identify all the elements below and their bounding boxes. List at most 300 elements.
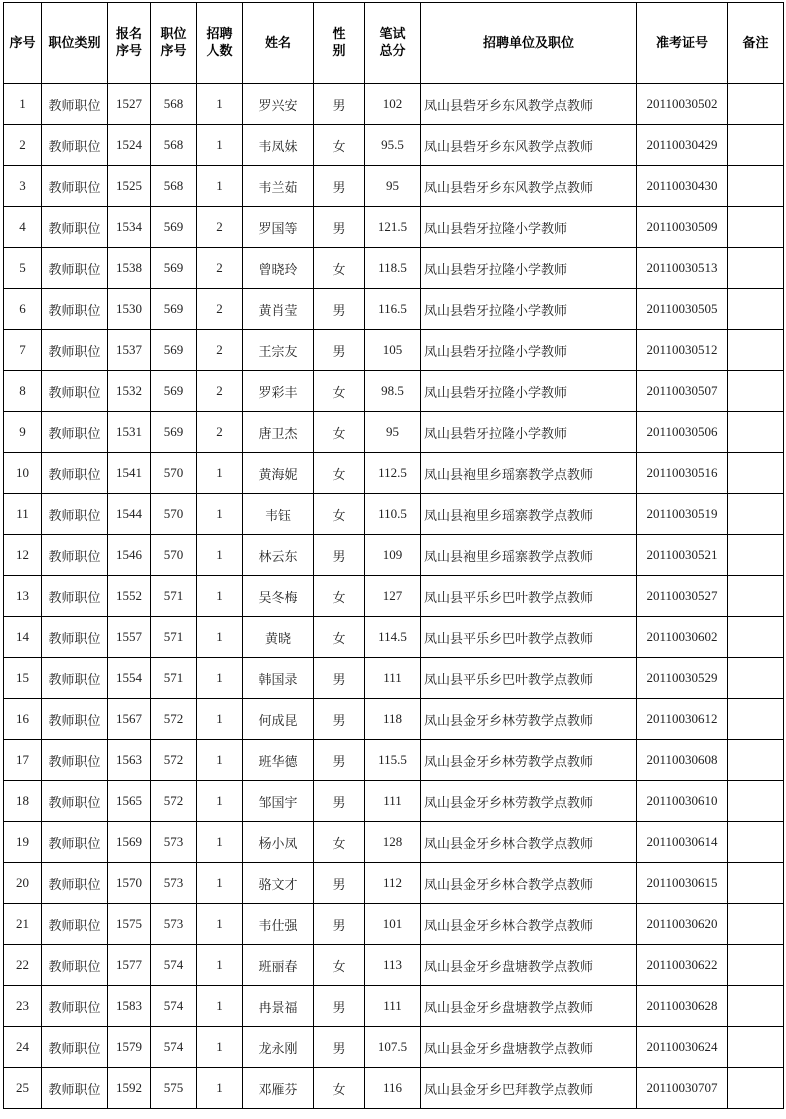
table-row xyxy=(4,84,784,125)
cell-unit: 凤山县金牙乡盘塘教学点教师 xyxy=(421,986,637,1027)
cell-exam-id: 20110030516 xyxy=(637,453,728,494)
cell-pos-no: 568 xyxy=(151,125,197,166)
cell-gender: 男 xyxy=(314,207,365,248)
cell-reg-no: 1531 xyxy=(108,412,151,453)
cell-remark xyxy=(728,494,784,535)
cell-pos-no: 573 xyxy=(151,863,197,904)
cell-no: 17 xyxy=(4,740,42,781)
cell-no: 21 xyxy=(4,904,42,945)
table-row xyxy=(4,1027,784,1068)
cell-pos-no: 569 xyxy=(151,248,197,289)
cell-pos-no: 573 xyxy=(151,904,197,945)
cell-reg-no: 1577 xyxy=(108,945,151,986)
cell-pos-no: 571 xyxy=(151,617,197,658)
cell-gender: 女 xyxy=(314,125,365,166)
cell-pos-no: 572 xyxy=(151,781,197,822)
cell-no: 4 xyxy=(4,207,42,248)
cell-unit: 凤山县砦牙拉隆小学教师 xyxy=(421,207,637,248)
cell-exam-id: 20110030622 xyxy=(637,945,728,986)
col-header-gender xyxy=(314,3,365,84)
cell-score: 95 xyxy=(365,166,421,207)
cell-quota: 1 xyxy=(197,535,243,576)
header-row xyxy=(4,3,784,84)
cell-reg-no: 1563 xyxy=(108,740,151,781)
cell-reg-no: 1575 xyxy=(108,904,151,945)
cell-exam-id: 20110030615 xyxy=(637,863,728,904)
cell-score: 101 xyxy=(365,904,421,945)
cell-unit: 凤山县金牙乡巴拜教学点教师 xyxy=(421,1068,637,1109)
cell-score: 105 xyxy=(365,330,421,371)
col-header-score xyxy=(365,3,421,84)
cell-name: 骆文才 xyxy=(243,863,314,904)
cell-reg-no: 1537 xyxy=(108,330,151,371)
table-row xyxy=(4,822,784,863)
cell-name: 曾晓玲 xyxy=(243,248,314,289)
cell-score: 115.5 xyxy=(365,740,421,781)
cell-quota: 1 xyxy=(197,576,243,617)
cell-category: 教师职位 xyxy=(42,1027,108,1068)
table-row xyxy=(4,699,784,740)
table-row xyxy=(4,494,784,535)
header-label-line: 人数 xyxy=(206,44,233,59)
cell-quota: 1 xyxy=(197,986,243,1027)
cell-score: 107.5 xyxy=(365,1027,421,1068)
cell-name: 邓雁芬 xyxy=(243,1068,314,1109)
cell-no: 13 xyxy=(4,576,42,617)
cell-score: 127 xyxy=(365,576,421,617)
cell-unit: 凤山县金牙乡林合教学点教师 xyxy=(421,822,637,863)
table-row xyxy=(4,617,784,658)
col-header-no xyxy=(4,3,42,84)
cell-remark xyxy=(728,1068,784,1109)
cell-category: 教师职位 xyxy=(42,371,108,412)
cell-unit: 凤山县平乐乡巴叶教学点教师 xyxy=(421,658,637,699)
cell-category: 教师职位 xyxy=(42,740,108,781)
cell-reg-no: 1557 xyxy=(108,617,151,658)
cell-pos-no: 568 xyxy=(151,166,197,207)
cell-reg-no: 1570 xyxy=(108,863,151,904)
table-row xyxy=(4,1068,784,1109)
cell-quota: 1 xyxy=(197,1068,243,1109)
header-label-line: 准考证号 xyxy=(655,35,708,51)
header-label-line: 性 xyxy=(332,27,346,42)
cell-remark xyxy=(728,412,784,453)
cell-category: 教师职位 xyxy=(42,617,108,658)
cell-gender: 女 xyxy=(314,1068,365,1109)
cell-gender: 女 xyxy=(314,576,365,617)
cell-category: 教师职位 xyxy=(42,699,108,740)
cell-unit: 凤山县平乐乡巴叶教学点教师 xyxy=(421,576,637,617)
cell-reg-no: 1541 xyxy=(108,453,151,494)
header-label-line: 备注 xyxy=(742,35,769,51)
cell-reg-no: 1532 xyxy=(108,371,151,412)
cell-gender: 女 xyxy=(314,822,365,863)
cell-quota: 1 xyxy=(197,617,243,658)
col-header-quota xyxy=(197,3,243,84)
cell-reg-no: 1538 xyxy=(108,248,151,289)
cell-exam-id: 20110030707 xyxy=(637,1068,728,1109)
table-row xyxy=(4,904,784,945)
cell-category: 教师职位 xyxy=(42,289,108,330)
header-label-line: 报名 xyxy=(115,27,142,42)
cell-quota: 2 xyxy=(197,412,243,453)
cell-category: 教师职位 xyxy=(42,658,108,699)
cell-name: 韦仕强 xyxy=(243,904,314,945)
cell-exam-id: 20110030429 xyxy=(637,125,728,166)
cell-pos-no: 569 xyxy=(151,371,197,412)
cell-category: 教师职位 xyxy=(42,166,108,207)
cell-score: 95.5 xyxy=(365,125,421,166)
col-header-pos-no xyxy=(151,3,197,84)
cell-remark xyxy=(728,535,784,576)
header-label-line: 招聘 xyxy=(206,27,233,42)
cell-name: 杨小凤 xyxy=(243,822,314,863)
cell-name: 韦兰茹 xyxy=(243,166,314,207)
cell-gender: 女 xyxy=(314,494,365,535)
cell-score: 98.5 xyxy=(365,371,421,412)
cell-no: 14 xyxy=(4,617,42,658)
cell-reg-no: 1583 xyxy=(108,986,151,1027)
cell-exam-id: 20110030527 xyxy=(637,576,728,617)
cell-gender: 男 xyxy=(314,740,365,781)
table-row xyxy=(4,576,784,617)
cell-unit: 凤山县金牙乡林劳教学点教师 xyxy=(421,699,637,740)
header-label-line: 职位 xyxy=(160,27,187,42)
cell-pos-no: 574 xyxy=(151,945,197,986)
cell-gender: 男 xyxy=(314,904,365,945)
cell-unit: 凤山县砦牙拉隆小学教师 xyxy=(421,248,637,289)
cell-quota: 1 xyxy=(197,1027,243,1068)
cell-name: 黄晓 xyxy=(243,617,314,658)
cell-pos-no: 570 xyxy=(151,453,197,494)
cell-quota: 1 xyxy=(197,904,243,945)
cell-pos-no: 573 xyxy=(151,822,197,863)
results-sheet xyxy=(3,2,784,1109)
cell-remark xyxy=(728,617,784,658)
table-row xyxy=(4,863,784,904)
header-label-line: 序号 xyxy=(9,35,36,51)
cell-score: 112 xyxy=(365,863,421,904)
table-body xyxy=(4,84,784,1109)
cell-category: 教师职位 xyxy=(42,494,108,535)
cell-unit: 凤山县砦牙乡东风教学点教师 xyxy=(421,84,637,125)
cell-no: 23 xyxy=(4,986,42,1027)
cell-gender: 男 xyxy=(314,986,365,1027)
cell-no: 24 xyxy=(4,1027,42,1068)
cell-unit: 凤山县砦牙拉隆小学教师 xyxy=(421,371,637,412)
cell-name: 班丽春 xyxy=(243,945,314,986)
cell-name: 罗兴安 xyxy=(243,84,314,125)
cell-pos-no: 569 xyxy=(151,207,197,248)
cell-exam-id: 20110030612 xyxy=(637,699,728,740)
cell-reg-no: 1534 xyxy=(108,207,151,248)
cell-quota: 1 xyxy=(197,494,243,535)
cell-remark xyxy=(728,166,784,207)
cell-quota: 1 xyxy=(197,822,243,863)
cell-name: 王宗友 xyxy=(243,330,314,371)
cell-gender: 男 xyxy=(314,781,365,822)
cell-category: 教师职位 xyxy=(42,412,108,453)
cell-remark xyxy=(728,945,784,986)
cell-unit: 凤山县砦牙拉隆小学教师 xyxy=(421,289,637,330)
cell-score: 111 xyxy=(365,781,421,822)
cell-pos-no: 575 xyxy=(151,1068,197,1109)
cell-quota: 1 xyxy=(197,125,243,166)
cell-unit: 凤山县砦牙拉隆小学教师 xyxy=(421,412,637,453)
cell-score: 111 xyxy=(365,986,421,1027)
cell-reg-no: 1554 xyxy=(108,658,151,699)
col-header-unit xyxy=(421,3,637,84)
cell-category: 教师职位 xyxy=(42,330,108,371)
cell-pos-no: 572 xyxy=(151,740,197,781)
cell-no: 9 xyxy=(4,412,42,453)
cell-exam-id: 20110030519 xyxy=(637,494,728,535)
cell-no: 1 xyxy=(4,84,42,125)
table-row xyxy=(4,412,784,453)
cell-category: 教师职位 xyxy=(42,576,108,617)
cell-no: 2 xyxy=(4,125,42,166)
cell-unit: 凤山县金牙乡盘塘教学点教师 xyxy=(421,945,637,986)
cell-category: 教师职位 xyxy=(42,904,108,945)
cell-gender: 男 xyxy=(314,1027,365,1068)
table-row xyxy=(4,740,784,781)
header-label-line: 序号 xyxy=(160,44,187,59)
cell-quota: 1 xyxy=(197,781,243,822)
cell-remark xyxy=(728,330,784,371)
cell-no: 6 xyxy=(4,289,42,330)
cell-exam-id: 20110030506 xyxy=(637,412,728,453)
cell-reg-no: 1592 xyxy=(108,1068,151,1109)
cell-no: 8 xyxy=(4,371,42,412)
table-row xyxy=(4,986,784,1027)
cell-gender: 男 xyxy=(314,289,365,330)
col-header-category xyxy=(42,3,108,84)
cell-remark xyxy=(728,658,784,699)
cell-no: 11 xyxy=(4,494,42,535)
cell-exam-id: 20110030608 xyxy=(637,740,728,781)
cell-pos-no: 569 xyxy=(151,412,197,453)
cell-remark xyxy=(728,740,784,781)
header-label-line: 姓名 xyxy=(264,35,291,51)
cell-quota: 2 xyxy=(197,330,243,371)
table-row xyxy=(4,453,784,494)
cell-name: 罗彩丰 xyxy=(243,371,314,412)
cell-remark xyxy=(728,248,784,289)
cell-pos-no: 568 xyxy=(151,84,197,125)
cell-exam-id: 20110030513 xyxy=(637,248,728,289)
cell-gender: 女 xyxy=(314,248,365,289)
table-row xyxy=(4,248,784,289)
cell-unit: 凤山县袍里乡瑶寨教学点教师 xyxy=(421,453,637,494)
table-row xyxy=(4,658,784,699)
cell-pos-no: 574 xyxy=(151,986,197,1027)
cell-quota: 2 xyxy=(197,371,243,412)
cell-no: 12 xyxy=(4,535,42,576)
cell-score: 113 xyxy=(365,945,421,986)
table-row xyxy=(4,166,784,207)
cell-reg-no: 1530 xyxy=(108,289,151,330)
header-label-line: 笔试 xyxy=(379,27,406,42)
cell-remark xyxy=(728,863,784,904)
cell-no: 3 xyxy=(4,166,42,207)
cell-exam-id: 20110030628 xyxy=(637,986,728,1027)
cell-no: 15 xyxy=(4,658,42,699)
cell-exam-id: 20110030602 xyxy=(637,617,728,658)
cell-reg-no: 1527 xyxy=(108,84,151,125)
cell-no: 7 xyxy=(4,330,42,371)
cell-quota: 2 xyxy=(197,289,243,330)
cell-exam-id: 20110030505 xyxy=(637,289,728,330)
cell-exam-id: 20110030430 xyxy=(637,166,728,207)
col-header-name xyxy=(243,3,314,84)
cell-quota: 1 xyxy=(197,740,243,781)
cell-quota: 1 xyxy=(197,863,243,904)
cell-name: 吴冬梅 xyxy=(243,576,314,617)
cell-reg-no: 1569 xyxy=(108,822,151,863)
cell-unit: 凤山县平乐乡巴叶教学点教师 xyxy=(421,617,637,658)
cell-pos-no: 569 xyxy=(151,330,197,371)
col-header-exam-id xyxy=(637,3,728,84)
cell-gender: 女 xyxy=(314,453,365,494)
cell-gender: 男 xyxy=(314,330,365,371)
cell-pos-no: 571 xyxy=(151,658,197,699)
cell-exam-id: 20110030624 xyxy=(637,1027,728,1068)
cell-score: 110.5 xyxy=(365,494,421,535)
cell-remark xyxy=(728,781,784,822)
cell-name: 罗国等 xyxy=(243,207,314,248)
cell-exam-id: 20110030509 xyxy=(637,207,728,248)
cell-score: 114.5 xyxy=(365,617,421,658)
cell-name: 邹国宇 xyxy=(243,781,314,822)
cell-category: 教师职位 xyxy=(42,453,108,494)
cell-score: 116.5 xyxy=(365,289,421,330)
cell-no: 19 xyxy=(4,822,42,863)
cell-unit: 凤山县金牙乡林劳教学点教师 xyxy=(421,781,637,822)
cell-gender: 男 xyxy=(314,535,365,576)
cell-category: 教师职位 xyxy=(42,84,108,125)
cell-name: 龙永刚 xyxy=(243,1027,314,1068)
cell-no: 16 xyxy=(4,699,42,740)
cell-pos-no: 569 xyxy=(151,289,197,330)
col-header-remark xyxy=(728,3,784,84)
cell-exam-id: 20110030614 xyxy=(637,822,728,863)
cell-name: 黄海妮 xyxy=(243,453,314,494)
cell-score: 121.5 xyxy=(365,207,421,248)
cell-reg-no: 1565 xyxy=(108,781,151,822)
cell-remark xyxy=(728,453,784,494)
cell-quota: 1 xyxy=(197,699,243,740)
cell-no: 18 xyxy=(4,781,42,822)
cell-remark xyxy=(728,822,784,863)
candidate-table xyxy=(3,2,784,1109)
cell-remark xyxy=(728,84,784,125)
cell-no: 10 xyxy=(4,453,42,494)
cell-score: 111 xyxy=(365,658,421,699)
cell-name: 韩国录 xyxy=(243,658,314,699)
cell-reg-no: 1525 xyxy=(108,166,151,207)
cell-pos-no: 572 xyxy=(151,699,197,740)
cell-gender: 女 xyxy=(314,617,365,658)
table-row xyxy=(4,945,784,986)
table-row xyxy=(4,289,784,330)
cell-exam-id: 20110030512 xyxy=(637,330,728,371)
cell-reg-no: 1567 xyxy=(108,699,151,740)
cell-unit: 凤山县金牙乡林合教学点教师 xyxy=(421,904,637,945)
cell-exam-id: 20110030521 xyxy=(637,535,728,576)
cell-score: 112.5 xyxy=(365,453,421,494)
cell-name: 何成昆 xyxy=(243,699,314,740)
cell-quota: 1 xyxy=(197,945,243,986)
cell-remark xyxy=(728,289,784,330)
cell-pos-no: 571 xyxy=(151,576,197,617)
cell-category: 教师职位 xyxy=(42,986,108,1027)
cell-quota: 1 xyxy=(197,166,243,207)
cell-remark xyxy=(728,371,784,412)
table-row xyxy=(4,781,784,822)
cell-category: 教师职位 xyxy=(42,945,108,986)
cell-gender: 女 xyxy=(314,945,365,986)
cell-category: 教师职位 xyxy=(42,1068,108,1109)
header-label-line: 总分 xyxy=(379,44,406,59)
cell-unit: 凤山县金牙乡林合教学点教师 xyxy=(421,863,637,904)
cell-no: 20 xyxy=(4,863,42,904)
table-row xyxy=(4,535,784,576)
cell-remark xyxy=(728,904,784,945)
cell-gender: 女 xyxy=(314,371,365,412)
table-row xyxy=(4,330,784,371)
cell-exam-id: 20110030620 xyxy=(637,904,728,945)
cell-exam-id: 20110030502 xyxy=(637,84,728,125)
cell-unit: 凤山县砦牙乡东风教学点教师 xyxy=(421,125,637,166)
cell-quota: 1 xyxy=(197,84,243,125)
cell-category: 教师职位 xyxy=(42,248,108,289)
cell-exam-id: 20110030529 xyxy=(637,658,728,699)
cell-name: 韦凤妹 xyxy=(243,125,314,166)
cell-score: 128 xyxy=(365,822,421,863)
cell-gender: 男 xyxy=(314,863,365,904)
cell-remark xyxy=(728,699,784,740)
cell-quota: 1 xyxy=(197,453,243,494)
cell-score: 95 xyxy=(365,412,421,453)
cell-unit: 凤山县金牙乡盘塘教学点教师 xyxy=(421,1027,637,1068)
cell-name: 黄肖莹 xyxy=(243,289,314,330)
cell-category: 教师职位 xyxy=(42,863,108,904)
cell-name: 冉景福 xyxy=(243,986,314,1027)
header-label-line: 序号 xyxy=(115,44,142,59)
cell-pos-no: 570 xyxy=(151,535,197,576)
cell-remark xyxy=(728,576,784,617)
col-header-reg-no xyxy=(108,3,151,84)
cell-reg-no: 1524 xyxy=(108,125,151,166)
cell-category: 教师职位 xyxy=(42,207,108,248)
cell-name: 唐卫杰 xyxy=(243,412,314,453)
cell-gender: 男 xyxy=(314,84,365,125)
cell-gender: 男 xyxy=(314,658,365,699)
cell-unit: 凤山县金牙乡林劳教学点教师 xyxy=(421,740,637,781)
cell-remark xyxy=(728,125,784,166)
cell-name: 班华德 xyxy=(243,740,314,781)
cell-pos-no: 570 xyxy=(151,494,197,535)
cell-exam-id: 20110030610 xyxy=(637,781,728,822)
cell-gender: 女 xyxy=(314,412,365,453)
cell-score: 118 xyxy=(365,699,421,740)
cell-reg-no: 1552 xyxy=(108,576,151,617)
cell-score: 109 xyxy=(365,535,421,576)
cell-category: 教师职位 xyxy=(42,822,108,863)
cell-no: 22 xyxy=(4,945,42,986)
cell-reg-no: 1579 xyxy=(108,1027,151,1068)
cell-unit: 凤山县砦牙拉隆小学教师 xyxy=(421,330,637,371)
